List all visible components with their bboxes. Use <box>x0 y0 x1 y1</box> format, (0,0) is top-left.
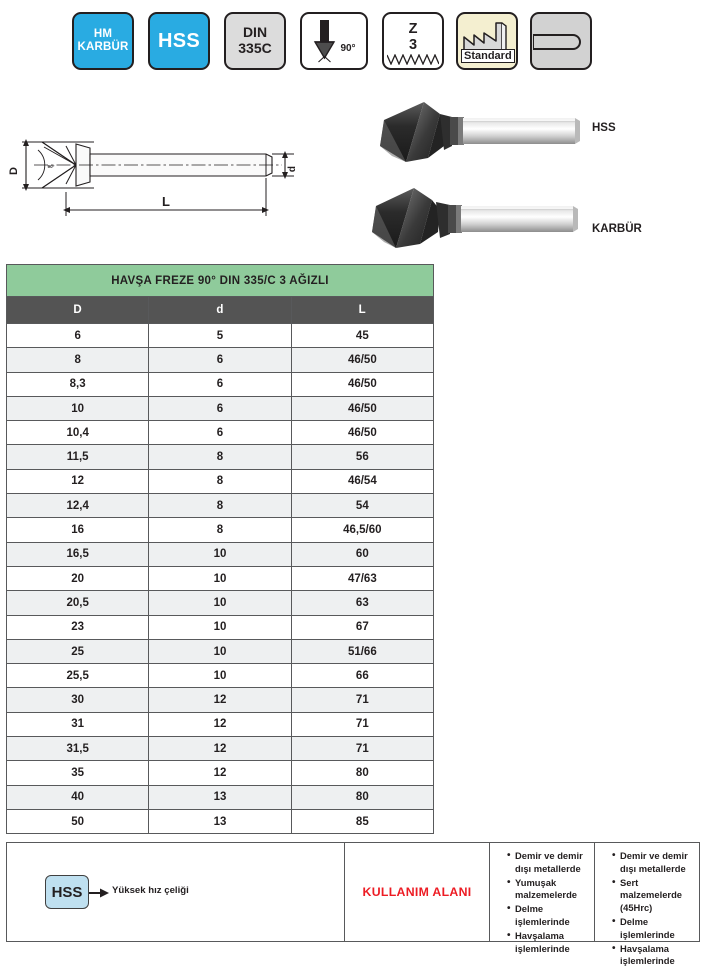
table-cell-D: 23 <box>7 615 149 639</box>
table-row <box>7 348 434 372</box>
table-cell-D: 6 <box>7 324 149 348</box>
table-cell-D: 30 <box>7 688 149 712</box>
badge-shank-type[interactable] <box>530 12 592 70</box>
table-cell-D: 20 <box>7 566 149 590</box>
table-row <box>7 518 434 542</box>
table-cell-d: 6 <box>149 348 291 372</box>
table-cell-d: 6 <box>149 421 291 445</box>
arrow-right-icon <box>89 886 109 904</box>
table-cell-d: 10 <box>149 639 291 663</box>
table-cell-L: 46/50 <box>291 396 433 420</box>
table-cell-L: 46,5/60 <box>291 518 433 542</box>
badge-din-line2: 335C <box>238 40 272 56</box>
badge-hss[interactable] <box>148 12 210 70</box>
cylindrical-shank-icon <box>533 21 589 61</box>
footer <box>6 842 700 967</box>
specification-table <box>6 264 434 834</box>
usage-title-cell <box>345 843 490 941</box>
table-row <box>7 737 434 761</box>
drawing-label-d: d <box>287 165 298 173</box>
table-cell-d: 10 <box>149 615 291 639</box>
table-row <box>7 494 434 518</box>
table-cell-L: 60 <box>291 542 433 566</box>
table-cell-L: 46/54 <box>291 469 433 493</box>
table-cell-d: 10 <box>149 591 291 615</box>
table-cell-d: 12 <box>149 712 291 736</box>
table-cell-L: 71 <box>291 688 433 712</box>
photo-karbur-countersink <box>372 188 578 248</box>
table-header-row <box>7 297 434 324</box>
zigzag-icon <box>387 54 439 65</box>
badge-hm-line1: HM <box>93 28 113 41</box>
hss-applications-cell <box>490 843 594 954</box>
badge-z-line2: 3 <box>408 36 418 53</box>
table-cell-D: 16,5 <box>7 542 149 566</box>
carbide-application-item: • Havşalama işlemlerinde <box>613 943 693 968</box>
table-cell-d: 12 <box>149 688 291 712</box>
table-cell-d: 8 <box>149 518 291 542</box>
product-photos <box>366 84 706 260</box>
table-row <box>7 591 434 615</box>
badge-angle-label: 90° <box>340 42 356 54</box>
table-cell-L: 46/50 <box>291 372 433 396</box>
carbide-application-item: • Sert malzemelerde (45Hrc) <box>613 877 693 915</box>
table-cell-L: 67 <box>291 615 433 639</box>
badge-din-335c[interactable] <box>224 12 286 70</box>
table-cell-D: 12 <box>7 469 149 493</box>
table-row <box>7 372 434 396</box>
table-cell-D: 10,4 <box>7 421 149 445</box>
table-cell-L: 56 <box>291 445 433 469</box>
table-cell-L: 46/50 <box>291 348 433 372</box>
hss-application-item: • Delme işlemlerinde <box>508 903 588 928</box>
table-row <box>7 639 434 663</box>
table-cell-L: 85 <box>291 809 433 833</box>
column-header-D: D <box>7 297 149 324</box>
badge-standard-label: Standard <box>461 49 515 63</box>
table-cell-D: 16 <box>7 518 149 542</box>
drawing-label-D: D <box>8 167 20 175</box>
carbide-application-item: • Demir ve demir dışı metallerde <box>613 850 693 875</box>
table-cell-d: 6 <box>149 372 291 396</box>
table-cell-L: 63 <box>291 591 433 615</box>
countersink-tool-icon <box>312 18 338 64</box>
table-cell-d: 10 <box>149 664 291 688</box>
table-cell-D: 50 <box>7 809 149 833</box>
photo-hss-countersink <box>380 102 580 162</box>
legend-hss-badge: HSS <box>45 875 89 909</box>
badge-z-line1: Z <box>408 21 418 37</box>
badge-din-line1: DIN <box>242 24 268 41</box>
table-cell-L: 66 <box>291 664 433 688</box>
table-cell-D: 35 <box>7 761 149 785</box>
legend-description: Yüksek hız çeliği <box>112 885 189 896</box>
table-row <box>7 542 434 566</box>
table-row <box>7 445 434 469</box>
table-cell-D: 40 <box>7 785 149 809</box>
badge-standard[interactable] <box>456 12 518 70</box>
carbide-applications-cell <box>594 843 699 967</box>
table-cell-D: 31 <box>7 712 149 736</box>
hss-application-item: • Demir ve demir dışı metallerde <box>508 850 588 875</box>
table-cell-D: 8,3 <box>7 372 149 396</box>
legend-cell <box>7 843 345 941</box>
table-row <box>7 396 434 420</box>
table-title: HAVŞA FREZE 90° DIN 335/C 3 AĞIZLI <box>7 265 434 297</box>
table-cell-d: 8 <box>149 494 291 518</box>
table-cell-D: 25,5 <box>7 664 149 688</box>
table-cell-d: 8 <box>149 469 291 493</box>
hss-application-item: • Yumuşak malzemelerde <box>508 877 588 902</box>
table-cell-D: 20,5 <box>7 591 149 615</box>
table-cell-d: 13 <box>149 809 291 833</box>
table-cell-d: 10 <box>149 542 291 566</box>
badge-hm-line2: KARBÜR <box>77 41 129 53</box>
table-row <box>7 688 434 712</box>
table-cell-L: 47/63 <box>291 566 433 590</box>
table-row <box>7 615 434 639</box>
table-cell-d: 8 <box>149 445 291 469</box>
technical-drawing <box>4 122 304 232</box>
badge-angle-90[interactable] <box>300 12 368 70</box>
table-row <box>7 664 434 688</box>
table-cell-L: 54 <box>291 494 433 518</box>
badge-hm-karbur[interactable] <box>72 12 134 70</box>
table-cell-L: 80 <box>291 761 433 785</box>
table-cell-D: 25 <box>7 639 149 663</box>
hss-application-item: • Havşalama işlemlerinde <box>508 930 588 955</box>
table-row <box>7 809 434 833</box>
table-cell-D: 31,5 <box>7 737 149 761</box>
carbide-application-item: • Delme işlemlerinde <box>613 916 693 941</box>
table-cell-L: 80 <box>291 785 433 809</box>
table-row <box>7 566 434 590</box>
usage-title: KULLANIM ALANI <box>362 885 472 899</box>
table-cell-D: 8 <box>7 348 149 372</box>
table-row <box>7 761 434 785</box>
table-cell-L: 46/50 <box>291 421 433 445</box>
table-cell-L: 71 <box>291 737 433 761</box>
table-row <box>7 324 434 348</box>
table-row <box>7 712 434 736</box>
table-cell-d: 6 <box>149 396 291 420</box>
table-row <box>7 785 434 809</box>
column-header-L: L <box>291 297 433 324</box>
photo-karbur-label: KARBÜR <box>592 223 642 235</box>
badge-hss-label: HSS <box>157 29 201 52</box>
badge-flute-count[interactable] <box>382 12 444 70</box>
table-cell-L: 71 <box>291 712 433 736</box>
drawing-label-angle: 90° <box>47 164 55 169</box>
table-row <box>7 421 434 445</box>
table-cell-d: 12 <box>149 761 291 785</box>
badge-strip <box>0 0 706 86</box>
table-cell-D: 11,5 <box>7 445 149 469</box>
drawing-label-L: L <box>162 194 170 209</box>
table-cell-L: 45 <box>291 324 433 348</box>
table-cell-d: 13 <box>149 785 291 809</box>
table-row <box>7 469 434 493</box>
column-header-d: d <box>149 297 291 324</box>
table-cell-d: 10 <box>149 566 291 590</box>
table-cell-D: 12,4 <box>7 494 149 518</box>
table-title-row <box>7 265 434 297</box>
table-cell-D: 10 <box>7 396 149 420</box>
table-cell-d: 12 <box>149 737 291 761</box>
table-cell-d: 5 <box>149 324 291 348</box>
photo-hss-label: HSS <box>592 122 616 134</box>
table-cell-L: 51/66 <box>291 639 433 663</box>
